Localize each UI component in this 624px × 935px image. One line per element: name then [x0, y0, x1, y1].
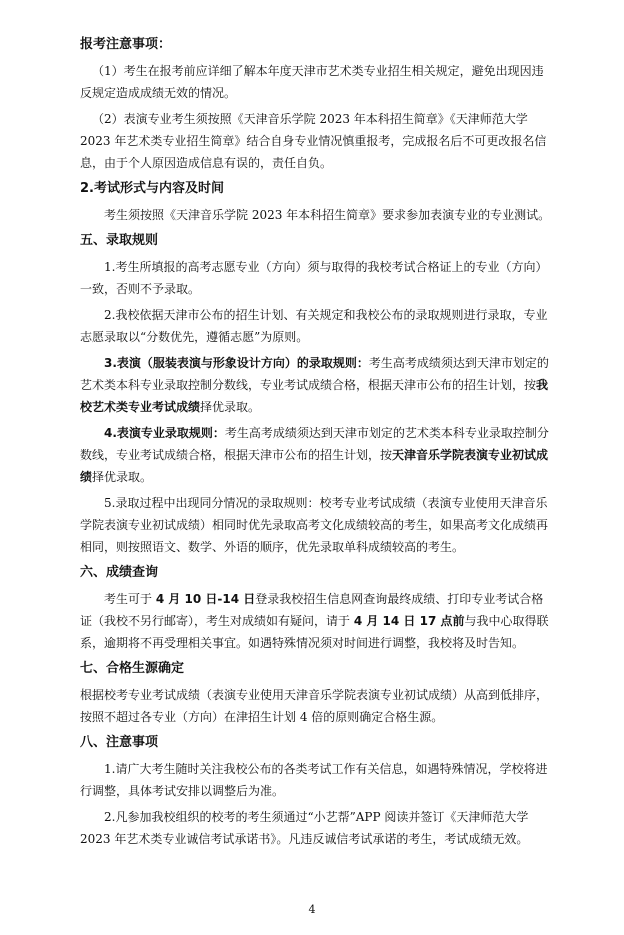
notice-item-1: （1）考生在报考前应详细了解本年度天津市艺术类专业招生相关规定，避免出现因违反规定造成成绩无效的情况。 [80, 64, 544, 100]
rule-3-text-a: 考生高考成绩须达到天津市划定的艺术类本科专业录取控制分数线，专业考试成绩合格，根据天津市公布的招生计划，按 [80, 356, 549, 392]
admission-rules-heading: 五、录取规则 [80, 233, 159, 248]
score-query-text-a: 考生可于 [104, 592, 156, 606]
rule-3-emphasis: 我校艺术类专业考试成绩 [80, 378, 549, 414]
notice-item-2: （2）表演专业考生须按照《天津音乐学院 2023 年本科招生简章》《天津师范大学 2023 年艺术类专业招生简章》结合自身专业情况慎重报考，完成报名后不可更改报名信息，由于个人原因造成信息有误的，责任自负。 [80, 112, 547, 170]
note-item-1: 1.请广大考生随时关注我校公布的各类考试工作有关信息，如遇特殊情况，学校将进行调整，具体考试安排以调整后为准。 [80, 762, 548, 798]
exam-heading: 2.考试形式与内容及时间 [80, 181, 224, 196]
score-query-date-1: 4 月 10 日-14 日 [155, 592, 256, 606]
admission-rule-2: 2.我校依据天津市公布的招生计划、有关规定和我校公布的录取规则进行录取，专业志愿录取以“分数优先，遵循志愿”为原则。 [80, 308, 548, 344]
score-query-text-b: 登录我校招生信息网查询最终成绩、打印专业考试合格证（我校不另行邮寄），考生对成绩如有疑问，请于 [80, 592, 544, 628]
admission-rule-1: 1.考生所填报的高考志愿专业（方向）须与取得的我校考试合格证上的专业（方向）一致，否则不予录取。 [80, 260, 548, 296]
rule-3-title: 3.表演（服装表演与形象设计方向）的录取规则： [104, 356, 369, 370]
admission-rule-5: 5.录取过程中出现同分情况的录取规则：校考专业考试成绩（表演专业使用天津音乐学院表演专业初试成绩）相同时优先录取高考文化成绩较高的考生，如果高考文化成绩再相同，则按照语文、数学、外语的顺序，优先录取单科成绩较高的考生。 [80, 496, 549, 554]
rule-4-text-b: 择优录取。 [92, 470, 153, 484]
rule-4-title: 4.表演专业录取规则： [104, 426, 225, 440]
admission-rule-3 [80, 352, 555, 418]
note-item-2: 2.凡参加我校组织的校考的考生须通过“小艺帮”APP 阅读并签订《天津师范大学 2023 年艺术类专业诚信考试承诺书》。凡违反诚信考试承诺的考生，考试成绩无效。 [80, 810, 529, 846]
notes-heading: 八、注意事项 [80, 735, 159, 750]
score-query-date-2: 4 月 14 日 17 点前 [353, 614, 465, 628]
page-number: 4 [308, 903, 316, 916]
rule-3-text-b: 择优录取。 [200, 400, 261, 414]
qualified-heading: 七、合格生源确定 [80, 661, 185, 676]
admission-rule-4 [80, 422, 555, 488]
exam-body: 考生须按照《天津音乐学院 2023 年本科招生简章》要求参加表演专业的专业测试。 [104, 208, 551, 222]
score-query-text-c: 与我中心取得联系，逾期将不再受理相关事宜。如遇特殊情况须对时间进行调整，我校将及时告知。 [80, 614, 549, 650]
rule-4-emphasis: 天津音乐学院表演专业初试成绩 [80, 448, 549, 484]
score-query-body [80, 588, 555, 654]
score-query-heading: 六、成绩查询 [80, 565, 159, 580]
document-body [80, 34, 555, 854]
qualified-body: 根据校考专业考试成绩（表演专业使用天津音乐学院表演专业初试成绩）从高到低排序，按照不超过各专业（方向）在津招生计划 4 倍的原则确定合格生源。 [80, 688, 549, 724]
notice-heading: 报考注意事项： [80, 37, 172, 52]
rule-4-text-a: 考生高考成绩须达到天津市划定的艺术类本科专业录取控制分数线，专业考试成绩合格，根据天津市公布的招生计划，按 [80, 426, 549, 462]
